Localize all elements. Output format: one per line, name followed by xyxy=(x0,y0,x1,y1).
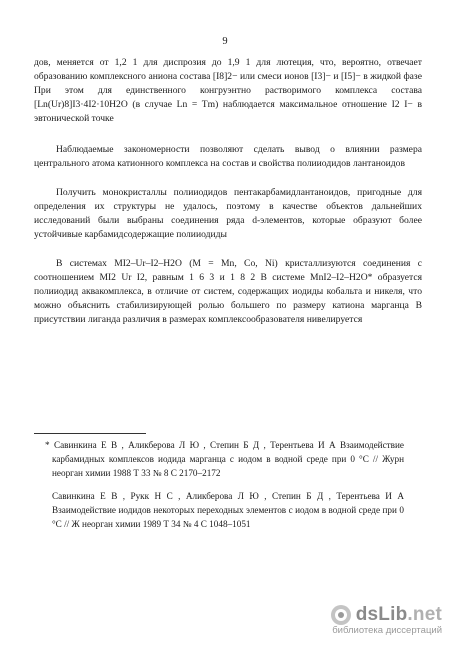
watermark-brand-main: dsLib xyxy=(355,604,408,625)
page-number: 9 xyxy=(222,36,228,47)
paragraph-2: Наблюдаемые закономерности позволяют сделать вывод о влиянии размера центрального атома катионного комплекса на состав и свойства полииодидов лантаноидов xyxy=(34,144,422,169)
footnotes xyxy=(45,438,404,540)
paragraph-4: В системах MI2–Ur–I2–H2O (M = Mn, Co, Ni) кристаллизуются соединения с соотношением MI2 Ur I2, равным 1 6 3 и 1 8 2 В системе MnI2–I2–H2O* образуется полииодид аквакомплекса, в отличие от систем, содержащих иодиды кобальта и никеля, что можно объяснить стабилизирующей ролью большего по размеру катиона марганца В присутствии лиганда различия в размерах комплексообразователя нивелируется xyxy=(34,258,422,325)
footnote-1 xyxy=(45,438,404,480)
footnote-divider xyxy=(34,433,146,434)
dslib-logo-icon xyxy=(330,604,352,626)
dslib-watermark[interactable] xyxy=(330,604,442,636)
watermark-brand-tld: .net xyxy=(407,604,442,625)
footnote-mark: * xyxy=(45,440,50,450)
footnote-1-text: Савинкина Е В , Аликберова Л Ю , Степин Б Д , Терентьева И А Взаимодействие карбамидных комплексов иодида марганца с иодом в водной среде при 0 °С // Журн неорган химии 1988 Т 33 № 8 С 2170–2172 xyxy=(52,440,404,478)
paragraph-1: дов, меняется от 1,2 1 для диспрозия до 1,9 1 для лютеция, что, вероятно, отвечает образованию комплексного аниона состава [I8]2− или смеси ионов [I3]− и [I5]− в жидкой фазе При этом для единственного конгруэнтно растворимого комплекса состава [Ln(Ur)8]I3·4I2·10H2O (в случае Ln = Tm) наблюдается максимальное отношение I2 I− в эвтонической точке xyxy=(34,57,422,124)
watermark-brand xyxy=(356,604,442,626)
paragraph-3: Получить монокристаллы полииодидов пентакарбамидлантаноидов, пригодные для определения их структуры не удалось, поэтому в качестве объектов дальнейших исследований были выбраны соединения ряда d-элементов, которые образуют более устойчивые карбамидсодержащие полииодиды xyxy=(34,187,422,240)
watermark-subtitle: библиотека диссертаций xyxy=(332,625,442,636)
footnote-2: Савинкина Е В , Рукк Н С , Аликберова Л Ю , Степин Б Д , Терентьева И А Взаимодействие иодидов некоторых переходных элементов с иодом в водной среде при 0 °С // Ж неорган химии 1989 Т 34 № 4 С 1048–1051 xyxy=(52,491,404,529)
